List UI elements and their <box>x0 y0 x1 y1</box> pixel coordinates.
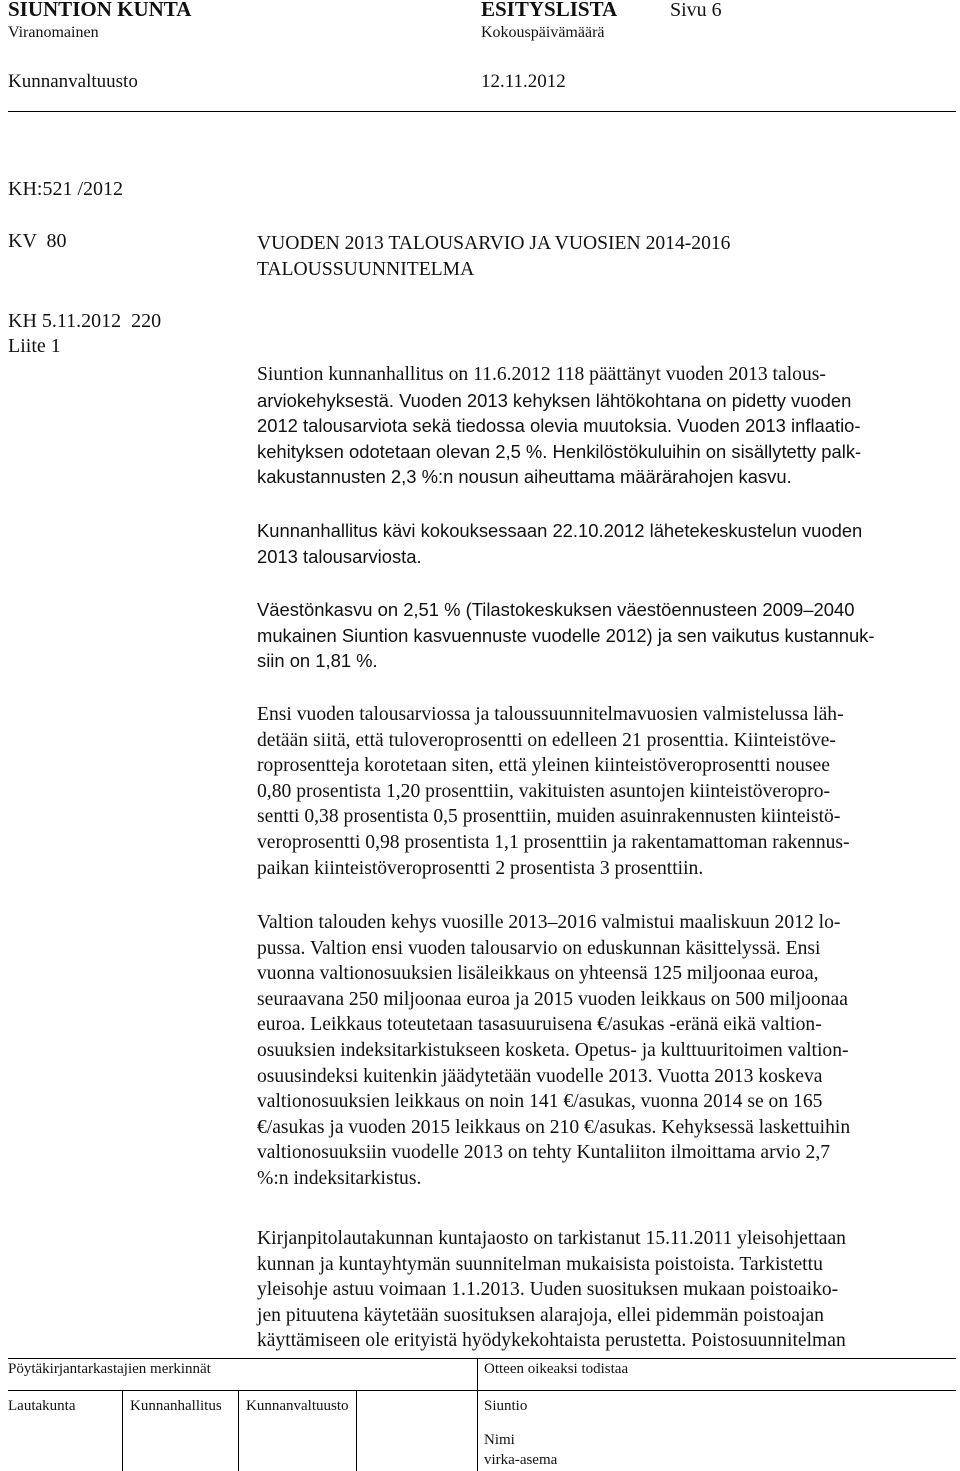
paragraph-tax-rates <box>257 702 949 881</box>
document-type: ESITYSLISTA <box>481 0 618 21</box>
minutes-checkers-label: Pöytäkirjantarkastajien merkinnät <box>8 1361 211 1377</box>
authority-label: Viranomainen <box>8 24 99 41</box>
board-label: Lautakunta <box>8 1398 76 1414</box>
text-line: yleisohje astuu voimaan 1.1.2013. Uuden suosituksen mukaan poistoaiko- <box>257 1279 839 1301</box>
text-line: käyttämiseen ole erityistä hyödykekohtaista perustetta. Poistosuunnitelman <box>257 1330 846 1352</box>
item-title <box>257 231 730 282</box>
text-line: mukainen Siuntion kasvuennuste vuodelle 2012) ja sen vaikutus kustannuk- <box>257 624 875 646</box>
paragraph-state-framework <box>257 910 949 1192</box>
text-line: Kunnanhallitus kävi kokouksessaan 22.10.2012 lähetekeskustelun vuoden <box>257 520 863 541</box>
text-line: Valtion talouden kehys vuosille 2013–2016 valmistui maaliskuun 2012 lo- <box>257 912 841 933</box>
paragraph-depreciation <box>257 1226 949 1354</box>
council-label: Kunnanvaltuusto <box>246 1398 349 1414</box>
text-line: Kirjanpitolautakunnan kuntajaosto on tarkistanut 15.11.2011 yleisohjettaan <box>257 1228 846 1249</box>
text-line: 0,80 prosentista 1,20 prosenttiin, vakituisten asuntojen kiinteistöveropro- <box>257 780 831 802</box>
kh-session-reference: KH 5.11.2012 220 <box>8 310 162 332</box>
certified-label: Otteen oikeaksi todistaa <box>484 1361 629 1377</box>
paragraph-budget-framework <box>257 362 949 490</box>
attachment-label: Liite 1 <box>8 335 61 357</box>
place-label: Siuntio <box>484 1398 528 1414</box>
text-line: 2013 talousarviosta. <box>257 545 422 567</box>
footer-divider <box>238 1390 239 1471</box>
paragraph-preliminary-discussion <box>257 518 949 569</box>
text-line: %:n indeksitarkistus. <box>257 1167 422 1189</box>
text-line: vuonna valtionosuuksien lisäleikkaus on yhteensä 125 miljoonaa euroa, <box>257 963 819 985</box>
text-line: veroprosentti 0,98 prosentista 1,1 prosenttiin ja rakentamattoman rakennus- <box>257 831 850 853</box>
footer-mid-rule <box>8 1390 956 1391</box>
page-number: Sivu 6 <box>670 0 722 21</box>
footer-top-rule <box>8 1358 956 1359</box>
position-label: virka-asema <box>484 1452 558 1468</box>
authority-name: Kunnanvaltuusto <box>8 71 138 92</box>
text-line: 2012 talousarviota sekä tiedossa olevia muutoksia. Vuoden 2013 inflaatio- <box>257 415 861 437</box>
meeting-date: 12.11.2012 <box>481 71 566 92</box>
footer-divider <box>356 1390 357 1471</box>
text-line: osuuksien indeksitarkistukseen kosketa. Opetus- ja kulttuuritoimen valtion- <box>257 1039 849 1061</box>
text-line: siin on 1,81 %. <box>257 650 378 672</box>
text-line: arviokehyksestä. Vuoden 2013 kehyksen lähtökohtana on pidetty vuoden <box>257 389 852 411</box>
text-line: €/asukas ja vuoden 2015 leikkaus on 210 €/asukas. Kehyksessä laskettuihin <box>257 1116 851 1138</box>
item-title-line: VUODEN 2013 TALOUSARVIO JA VUOSIEN 2014-2016 <box>257 233 731 254</box>
executive-label: Kunnanhallitus <box>130 1398 222 1414</box>
text-line: roprosentteja korotetaan siten, että yleinen kiinteistöveroprosentti nousee <box>257 755 830 777</box>
kh-reference: KH:521 /2012 <box>8 178 123 200</box>
text-line: Siuntion kunnanhallitus on 11.6.2012 118 päättänyt vuoden 2013 talous- <box>257 364 826 385</box>
meeting-date-label: Kokouspäivämäärä <box>481 24 605 41</box>
name-label: Nimi <box>484 1432 515 1448</box>
text-line: jen pituutena käytetään suosituksen alarajoja, ellei pidemmän poistoajan <box>257 1304 824 1326</box>
text-line: kehityksen odotetaan olevan 2,5 %. Henkilöstökuluihin on sisällytetty palk- <box>257 440 862 462</box>
kv-reference: KV 80 <box>8 230 67 252</box>
text-line: sentti 0,38 prosentista 0,5 prosenttiin, muiden asuinrakennusten kiinteistö- <box>257 806 841 828</box>
paragraph-population-growth <box>257 597 949 674</box>
text-line: kakustannusten 2,3 %:n nousun aiheuttama määrärahojen kasvu. <box>257 466 792 488</box>
municipality-name: SIUNTION KUNTA <box>8 0 192 21</box>
text-line: detään siitä, että tuloveroprosentti on edelleen 21 prosenttia. Kiinteistöve- <box>257 729 836 751</box>
text-line: Väestönkasvu on 2,51 % (Tilastokeskuksen väestöennusteen 2009–2040 <box>257 599 855 620</box>
footer-center-divider <box>477 1358 478 1471</box>
footer-divider <box>122 1390 123 1471</box>
text-line: euroa. Leikkaus toteutetaan tasasuuruisena €/asukas -eränä eikä valtion- <box>257 1014 822 1036</box>
text-line: valtionosuuksien leikkaus on noin 141 €/asukas, vuonna 2014 se on 165 <box>257 1091 823 1113</box>
text-line: seuraavana 250 miljoonaa euroa ja 2015 vuoden leikkaus on 500 miljoonaa <box>257 988 848 1010</box>
text-line: Ensi vuoden talousarviossa ja taloussuunnitelmavuosien valmistelussa läh- <box>257 704 844 725</box>
item-title-line: TALOUSSUUNNITELMA <box>257 258 475 280</box>
header-divider <box>8 111 956 112</box>
text-line: paikan kiinteistöveroprosentti 2 prosentista 3 prosenttiin. <box>257 857 704 879</box>
text-line: kunnan ja kuntayhtymän suunnitelman mukaisista poistoista. Tarkistettu <box>257 1253 823 1275</box>
text-line: osuusindeksi kuitenkin jäädytetään vuodelle 2013. Vuotta 2013 koskeva <box>257 1065 823 1087</box>
text-line: pussa. Valtion ensi vuoden talousarvio on eduskunnan käsittelyssä. Ensi <box>257 937 821 959</box>
text-line: valtionosuuksiin vuodelle 2013 on tehty Kuntaliiton ilmoittama arvio 2,7 <box>257 1142 831 1164</box>
